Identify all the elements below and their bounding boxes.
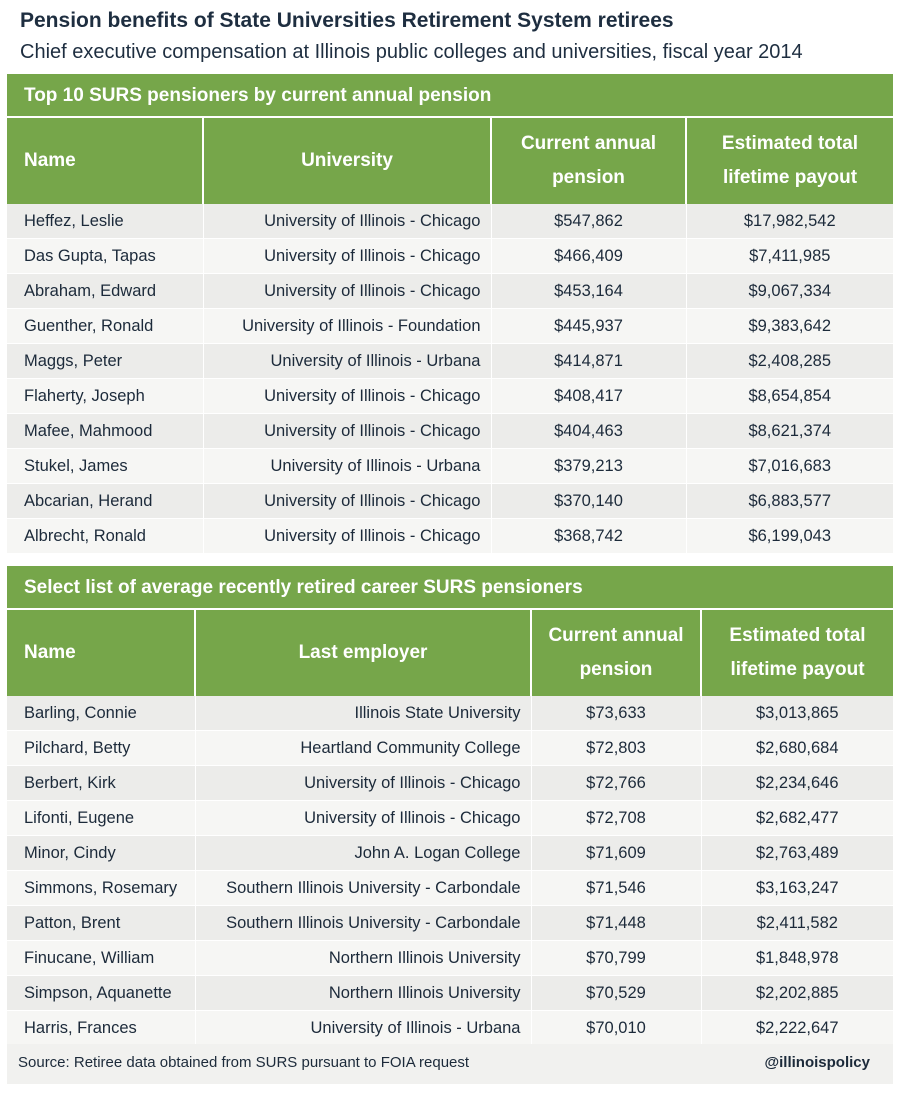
cell-current-pension: $466,409 xyxy=(491,239,686,274)
cell-lifetime-payout: $2,680,684 xyxy=(701,731,893,766)
top-pensioners-table xyxy=(7,74,893,554)
cell-name: Patton, Brent xyxy=(7,906,195,941)
cell-institution: Southern Illinois University - Carbondale xyxy=(195,871,531,906)
cell-lifetime-payout: $3,013,865 xyxy=(701,696,893,731)
table-row xyxy=(7,1011,893,1046)
cell-name: Berbert, Kirk xyxy=(7,766,195,801)
cell-current-pension: $71,546 xyxy=(531,871,701,906)
cell-name: Stukel, James xyxy=(7,449,203,484)
cell-institution: University of Illinois - Urbana xyxy=(195,1011,531,1046)
cell-current-pension: $379,213 xyxy=(491,449,686,484)
cell-current-pension: $370,140 xyxy=(491,484,686,519)
cell-lifetime-payout: $2,408,285 xyxy=(686,344,893,379)
cell-current-pension: $414,871 xyxy=(491,344,686,379)
table-rows xyxy=(7,696,893,1046)
cell-institution: University of Illinois - Urbana xyxy=(203,449,491,484)
cell-current-pension: $72,766 xyxy=(531,766,701,801)
table-row xyxy=(7,379,893,414)
cell-institution: University of Illinois - Chicago xyxy=(203,484,491,519)
table-row xyxy=(7,696,893,731)
cell-name: Barling, Connie xyxy=(7,696,195,731)
cell-name: Mafee, Mahmood xyxy=(7,414,203,449)
column-header-lifetime-payout: Estimated total lifetime payout xyxy=(686,118,893,204)
page-subtitle: Chief executive compensation at Illinois public colleges and universities, fiscal year 2014 xyxy=(20,41,803,63)
cell-lifetime-payout: $17,982,542 xyxy=(686,204,893,239)
cell-lifetime-payout: $2,202,885 xyxy=(701,976,893,1011)
column-header-name: Name xyxy=(7,118,203,204)
table-row xyxy=(7,836,893,871)
cell-institution: University of Illinois - Chicago xyxy=(195,801,531,836)
cell-lifetime-payout: $6,883,577 xyxy=(686,484,893,519)
cell-name: Flaherty, Joseph xyxy=(7,379,203,414)
table-row xyxy=(7,239,893,274)
column-header-university: University xyxy=(203,118,491,204)
cell-institution: University of Illinois - Chicago xyxy=(203,519,491,554)
cell-lifetime-payout: $8,654,854 xyxy=(686,379,893,414)
cell-current-pension: $72,708 xyxy=(531,801,701,836)
table-row xyxy=(7,519,893,554)
cell-institution: University of Illinois - Chicago xyxy=(203,239,491,274)
table-row xyxy=(7,204,893,239)
cell-lifetime-payout: $8,621,374 xyxy=(686,414,893,449)
cell-lifetime-payout: $7,016,683 xyxy=(686,449,893,484)
cell-institution: University of Illinois - Foundation xyxy=(203,309,491,344)
cell-institution: University of Illinois - Urbana xyxy=(203,344,491,379)
cell-lifetime-payout: $2,682,477 xyxy=(701,801,893,836)
cell-name: Simpson, Aquanette xyxy=(7,976,195,1011)
cell-name: Finucane, William xyxy=(7,941,195,976)
cell-current-pension: $404,463 xyxy=(491,414,686,449)
cell-institution: Northern Illinois University xyxy=(195,941,531,976)
table-row xyxy=(7,484,893,519)
cell-institution: Southern Illinois University - Carbondale xyxy=(195,906,531,941)
table-row xyxy=(7,906,893,941)
cell-lifetime-payout: $2,222,647 xyxy=(701,1011,893,1046)
cell-current-pension: $70,010 xyxy=(531,1011,701,1046)
cell-current-pension: $71,448 xyxy=(531,906,701,941)
table-row xyxy=(7,871,893,906)
column-header-lifetime-payout: Estimated total lifetime payout xyxy=(701,610,893,696)
cell-current-pension: $445,937 xyxy=(491,309,686,344)
cell-lifetime-payout: $1,848,978 xyxy=(701,941,893,976)
column-header-name: Name xyxy=(7,610,195,696)
cell-name: Harris, Frances xyxy=(7,1011,195,1046)
table-row xyxy=(7,414,893,449)
page-title: Pension benefits of State Universities Retirement System retirees xyxy=(20,9,674,32)
cell-name: Simmons, Rosemary xyxy=(7,871,195,906)
cell-institution: University of Illinois - Chicago xyxy=(195,766,531,801)
table-row xyxy=(7,449,893,484)
cell-name: Guenther, Ronald xyxy=(7,309,203,344)
cell-name: Albrecht, Ronald xyxy=(7,519,203,554)
cell-current-pension: $453,164 xyxy=(491,274,686,309)
cell-institution: Northern Illinois University xyxy=(195,976,531,1011)
column-header-current-pension: Current annual pension xyxy=(491,118,686,204)
cell-lifetime-payout: $2,411,582 xyxy=(701,906,893,941)
table-row xyxy=(7,801,893,836)
column-header-last-employer: Last employer xyxy=(195,610,531,696)
cell-name: Maggs, Peter xyxy=(7,344,203,379)
cell-institution: University of Illinois - Chicago xyxy=(203,274,491,309)
cell-lifetime-payout: $9,383,642 xyxy=(686,309,893,344)
cell-lifetime-payout: $2,763,489 xyxy=(701,836,893,871)
cell-lifetime-payout: $3,163,247 xyxy=(701,871,893,906)
cell-current-pension: $70,529 xyxy=(531,976,701,1011)
table-row xyxy=(7,976,893,1011)
cell-name: Abcarian, Herand xyxy=(7,484,203,519)
table-rows xyxy=(7,204,893,554)
table-row xyxy=(7,274,893,309)
average-pensioners-table xyxy=(7,566,893,1046)
source-note: Source: Retiree data obtained from SURS pursuant to FOIA request xyxy=(18,1054,470,1071)
table-body xyxy=(7,118,893,554)
cell-current-pension: $71,609 xyxy=(531,836,701,871)
cell-name: Abraham, Edward xyxy=(7,274,203,309)
table-row xyxy=(7,941,893,976)
cell-current-pension: $73,633 xyxy=(531,696,701,731)
table-title: Select list of average recently retired career SURS pensioners xyxy=(7,566,893,610)
table-row xyxy=(7,309,893,344)
cell-name: Das Gupta, Tapas xyxy=(7,239,203,274)
cell-lifetime-payout: $6,199,043 xyxy=(686,519,893,554)
cell-institution: John A. Logan College xyxy=(195,836,531,871)
cell-name: Pilchard, Betty xyxy=(7,731,195,766)
cell-current-pension: $368,742 xyxy=(491,519,686,554)
cell-current-pension: $70,799 xyxy=(531,941,701,976)
cell-name: Lifonti, Eugene xyxy=(7,801,195,836)
table-row xyxy=(7,766,893,801)
cell-current-pension: $547,862 xyxy=(491,204,686,239)
cell-institution: University of Illinois - Chicago xyxy=(203,204,491,239)
cell-institution: University of Illinois - Chicago xyxy=(203,414,491,449)
cell-institution: Heartland Community College xyxy=(195,731,531,766)
table-body xyxy=(7,610,893,1046)
cell-institution: University of Illinois - Chicago xyxy=(203,379,491,414)
cell-name: Minor, Cindy xyxy=(7,836,195,871)
cell-lifetime-payout: $7,411,985 xyxy=(686,239,893,274)
cell-lifetime-payout: $2,234,646 xyxy=(701,766,893,801)
column-header-current-pension: Current annual pension xyxy=(531,610,701,696)
cell-current-pension: $408,417 xyxy=(491,379,686,414)
cell-name: Heffez, Leslie xyxy=(7,204,203,239)
table-title: Top 10 SURS pensioners by current annual pension xyxy=(7,74,893,118)
table-row xyxy=(7,731,893,766)
table-row xyxy=(7,344,893,379)
social-handle: @illinoispolicy xyxy=(764,1054,870,1071)
cell-lifetime-payout: $9,067,334 xyxy=(686,274,893,309)
cell-current-pension: $72,803 xyxy=(531,731,701,766)
cell-institution: Illinois State University xyxy=(195,696,531,731)
